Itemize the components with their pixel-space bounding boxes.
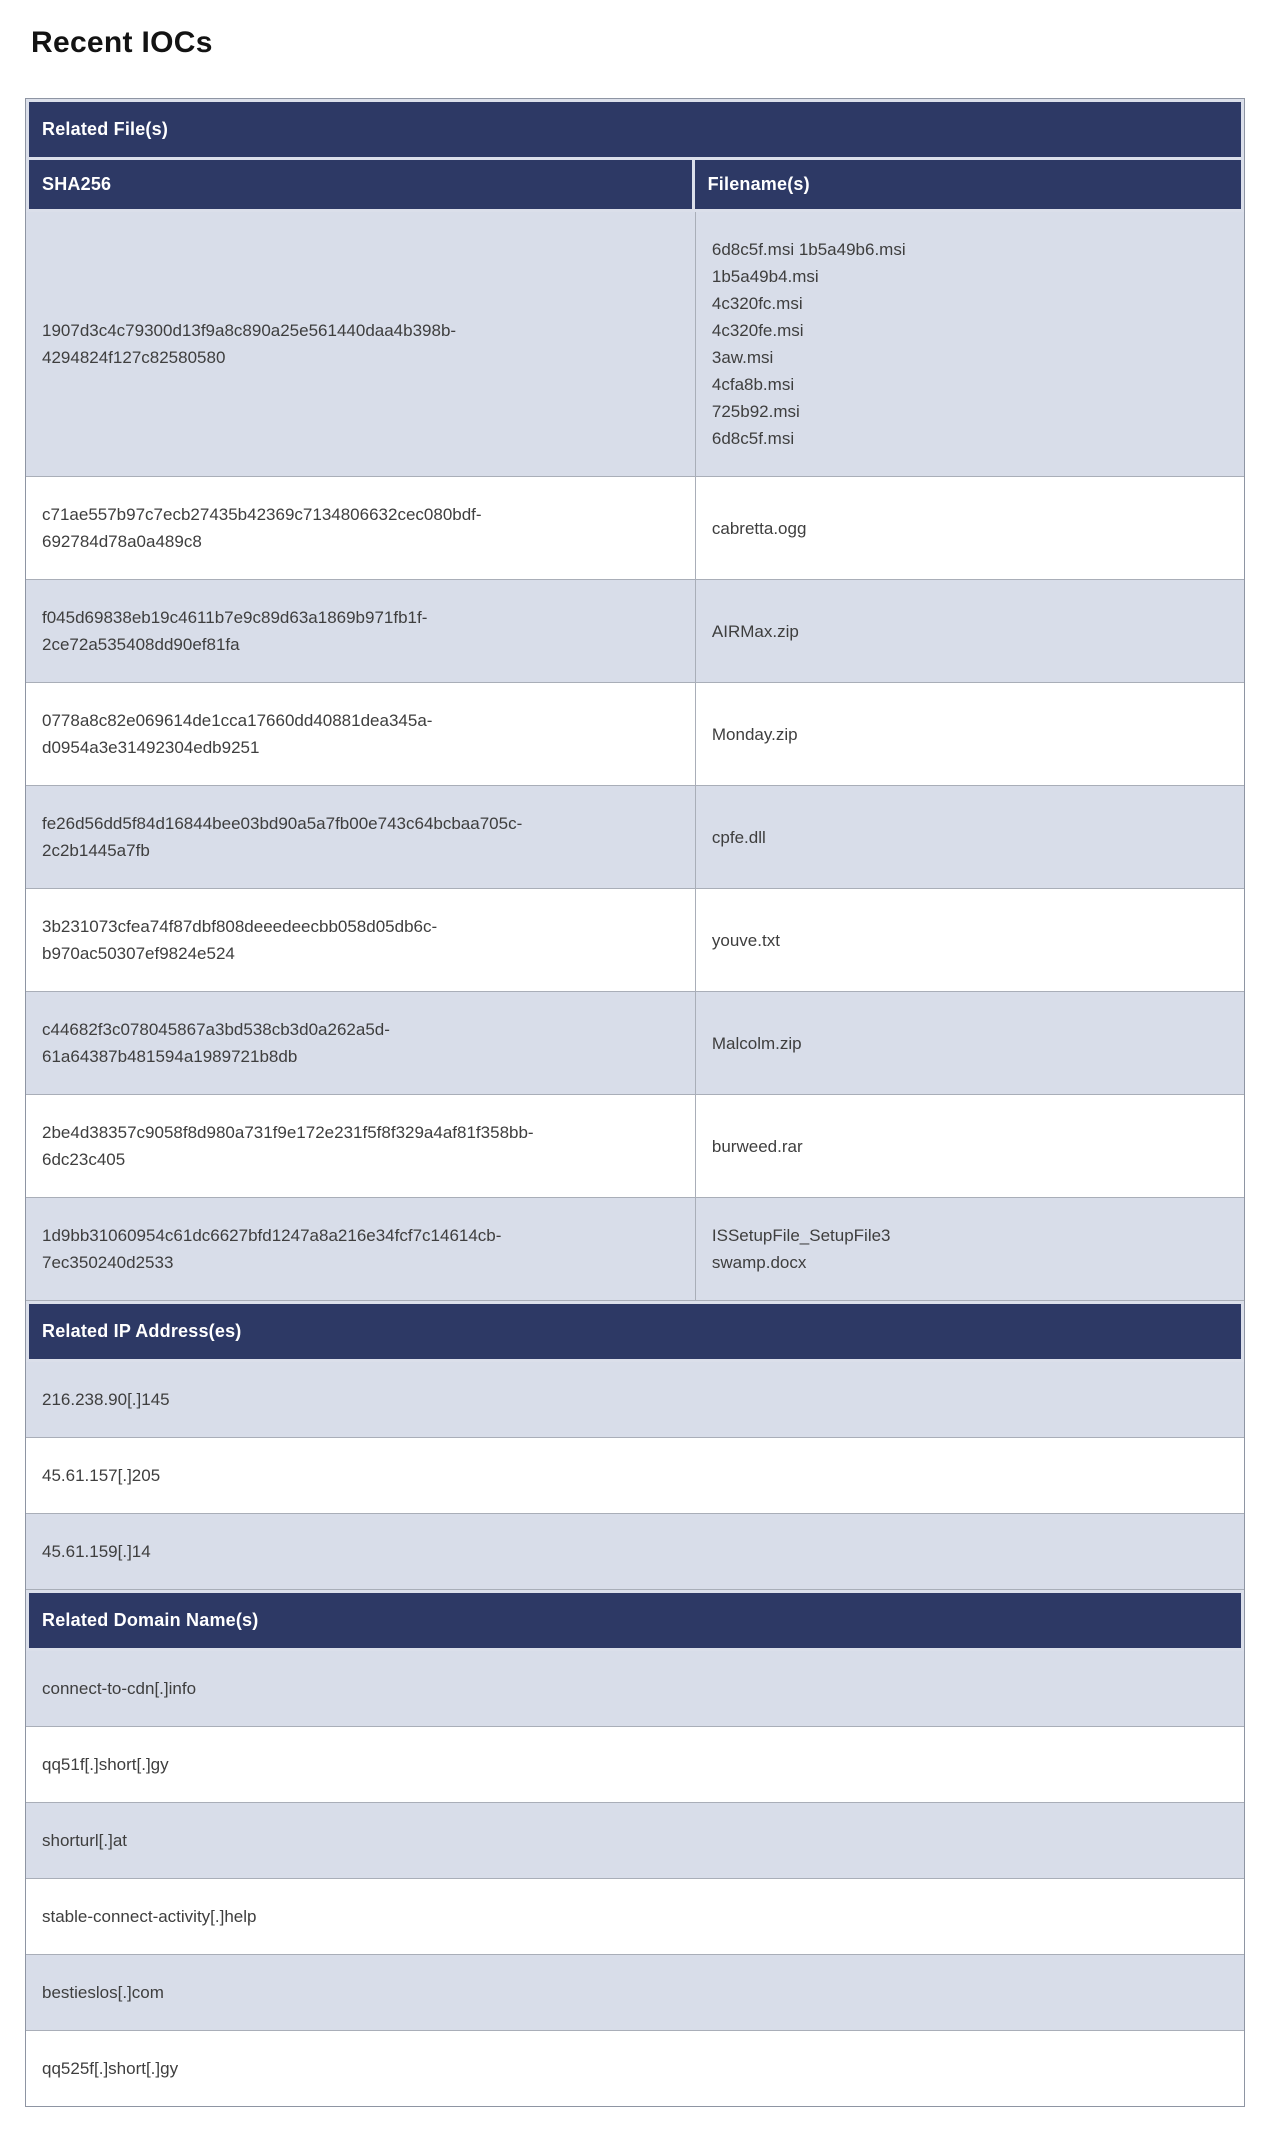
sha256-line: 1d9bb31060954c61dc6627bfd1247a8a216e34fcf7c14614cb- (42, 1226, 502, 1245)
sha256-line: 1907d3c4c79300d13f9a8c890a25e561440daa4b398b- (42, 321, 457, 340)
ip-address-text: 45.61.157[.]205 (42, 1466, 161, 1485)
filename-line: 4cfa8b.msi (711, 375, 795, 394)
ip-address-text: 45.61.159[.]14 (42, 1542, 151, 1561)
filename-line: swamp.docx (711, 1253, 807, 1272)
sha256-line: c44682f3c078045867a3bd538cb3d0a262a5d- (42, 1020, 390, 1039)
file-row (26, 212, 1244, 476)
domain-name (26, 1651, 1244, 1726)
filename-line: 725b92.msi (711, 402, 800, 421)
filenames-cell (696, 212, 1244, 476)
filename-line: 3aw.msi (711, 348, 774, 367)
file-row (26, 785, 1244, 888)
domain-name (26, 1803, 1244, 1878)
domain-name (26, 1879, 1244, 1954)
section-header-related-ips (26, 1300, 1244, 1362)
domain-name-text: qq525f[.]short[.]gy (42, 2059, 179, 2078)
domain-name (26, 1727, 1244, 1802)
ip-address (26, 1438, 1244, 1513)
ip-row (26, 1362, 1244, 1437)
domain-name (26, 1955, 1244, 2030)
sha256-line: 2c2b1445a7fb (42, 841, 150, 860)
related-ips-rows (26, 1362, 1244, 1589)
domain-name-text: connect-to-cdn[.]info (42, 1679, 197, 1698)
filename-line: Malcolm.zip (711, 1033, 802, 1053)
related-domains-rows (26, 1651, 1244, 2106)
related-domains-label: Related Domain Name(s) (29, 1593, 1241, 1648)
filename-line: 4c320fe.msi (711, 321, 804, 340)
sha256-cell (26, 889, 696, 991)
file-row (26, 1094, 1244, 1197)
related-ips-label: Related IP Address(es) (29, 1304, 1241, 1359)
sha256-line: 0778a8c82e069614de1cca17660dd40881dea345a- (42, 711, 433, 730)
filename-line: burweed.rar (711, 1136, 803, 1156)
sha256-line: 7ec350240d2533 (42, 1253, 174, 1272)
domain-name-text: stable-connect-activity[.]help (42, 1907, 257, 1926)
column-header-row (26, 160, 1244, 212)
related-files-rows (26, 212, 1244, 1300)
filename-line: youve.txt (711, 930, 780, 950)
sha256-cell (26, 212, 696, 476)
file-row (26, 888, 1244, 991)
sha256-cell (26, 992, 696, 1094)
domain-row (26, 1802, 1244, 1878)
filename-line: AIRMax.zip (711, 621, 799, 641)
filename-line: 1b5a49b4.msi (711, 267, 819, 286)
file-row (26, 682, 1244, 785)
filename-line: 6d8c5f.msi 1b5a49b6.msi (711, 240, 906, 259)
domain-name-text: qq51f[.]short[.]gy (42, 1755, 169, 1774)
filenames-cell (696, 992, 1244, 1094)
related-files-label: Related File(s) (29, 102, 1241, 157)
sha256-line: 3b231073cfea74f87dbf808deeedeecbb058d05db6c- (42, 917, 438, 936)
sha256-line: 2ce72a535408dd90ef81fa (42, 635, 240, 654)
filenames-cell (696, 477, 1244, 579)
domain-name (26, 2031, 1244, 2106)
column-header-filenames: Filename(s) (695, 160, 1241, 209)
filename-line: 4c320fc.msi (711, 294, 803, 313)
sha256-cell (26, 786, 696, 888)
sha256-line: 61a64387b481594a1989721b8db (42, 1047, 298, 1066)
sha256-line: c71ae557b97c7ecb27435b42369c7134806632cec080bdf- (42, 505, 482, 524)
file-row (26, 1197, 1244, 1300)
filename-line: cpfe.dll (711, 827, 766, 847)
filenames-cell (696, 889, 1244, 991)
domain-row (26, 1954, 1244, 2030)
page-title: Recent IOCs (31, 26, 213, 59)
domain-row (26, 1726, 1244, 1802)
filenames-cell (696, 580, 1244, 682)
domain-row (26, 2030, 1244, 2106)
sha256-line: 6dc23c405 (42, 1150, 126, 1169)
sha256-line: 692784d78a0a489c8 (42, 532, 202, 551)
ip-address-text: 216.238.90[.]145 (42, 1390, 170, 1409)
ip-row (26, 1513, 1244, 1589)
column-header-sha256: SHA256 (29, 160, 692, 209)
sha256-line: b970ac50307ef9824e524 (42, 944, 235, 963)
sha256-line: 4294824f127c82580580 (42, 348, 226, 367)
sha256-cell (26, 580, 696, 682)
sha256-cell (26, 683, 696, 785)
section-header-related-files (26, 99, 1244, 160)
file-row (26, 991, 1244, 1094)
sha256-line: 2be4d38357c9058f8d980a731f9e172e231f5f8f329a4af81f358bb- (42, 1123, 534, 1142)
domain-row (26, 1878, 1244, 1954)
sha256-cell (26, 477, 696, 579)
filenames-cell (696, 786, 1244, 888)
sha256-line: f045d69838eb19c4611b7e9c89d63a1869b971fb1f- (42, 608, 428, 627)
filename-line: Monday.zip (711, 724, 798, 744)
domain-name-text: bestieslos[.]com (42, 1983, 164, 2002)
file-row (26, 476, 1244, 579)
filename-line: 6d8c5f.msi (711, 429, 795, 448)
domain-row (26, 1651, 1244, 1726)
section-header-related-domains (26, 1589, 1244, 1651)
sha256-line: fe26d56dd5f84d16844bee03bd90a5a7fb00e743c64bcbaa705c- (42, 814, 523, 833)
domain-name-text: shorturl[.]at (42, 1831, 128, 1850)
ip-address (26, 1514, 1244, 1589)
sha256-line: d0954a3e31492304edb9251 (42, 738, 260, 757)
filenames-cell (696, 1095, 1244, 1197)
sha256-cell (26, 1095, 696, 1197)
ip-row (26, 1437, 1244, 1513)
ip-address (26, 1362, 1244, 1437)
sha256-cell (26, 1198, 696, 1300)
filename-line: ISSetupFile_SetupFile3 (711, 1226, 891, 1245)
filenames-cell (696, 1198, 1244, 1300)
ioc-table (25, 98, 1245, 2107)
file-row (26, 579, 1244, 682)
filenames-cell (696, 683, 1244, 785)
filename-line: cabretta.ogg (711, 518, 807, 538)
